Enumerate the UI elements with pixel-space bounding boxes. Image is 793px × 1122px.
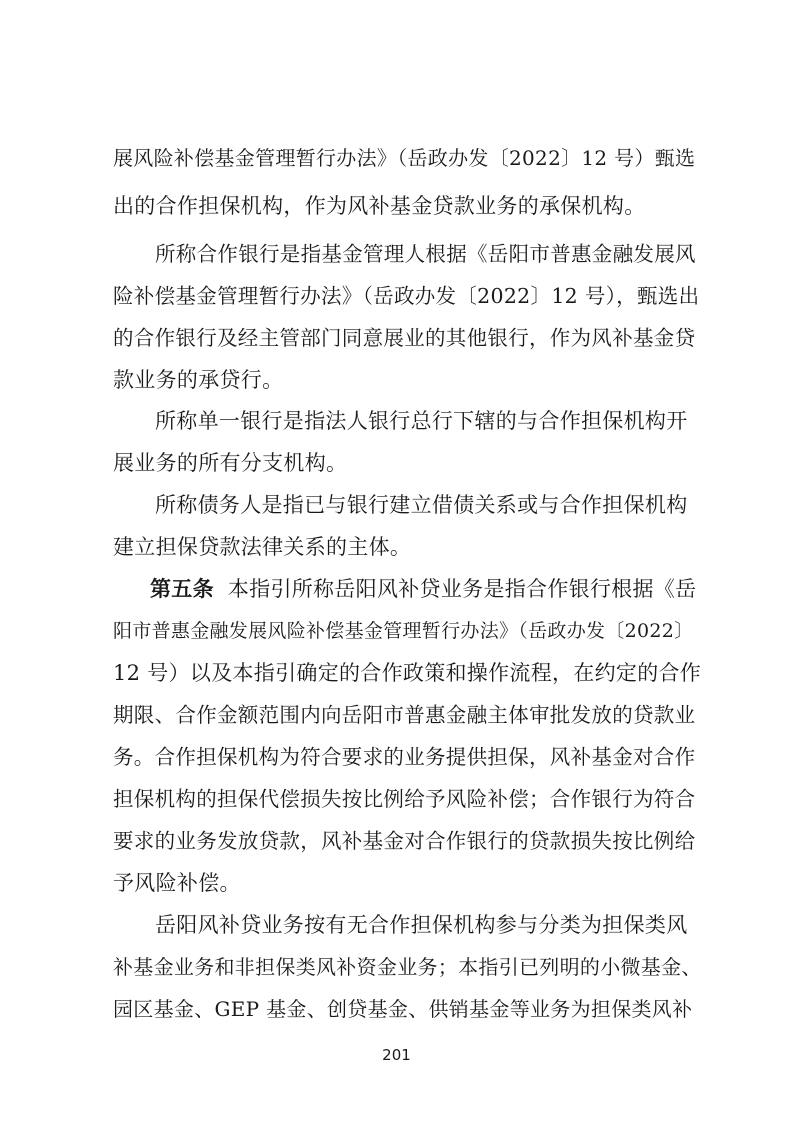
paragraph-start-line: 所称单一银行是指法人银行总行下辖的与合作担保机构开 <box>155 409 688 433</box>
text-line: 款业务的承贷行。 <box>113 368 284 392</box>
text-line: 展业务的所有分支机构。 <box>113 451 348 475</box>
article-five-line <box>150 574 703 604</box>
text-line: 补基金业务和非担保类风补资金业务；本指引已列明的小微基金、 <box>113 955 702 979</box>
article-heading: 第五条 <box>150 576 214 601</box>
text-line: 阳市普惠金融发展风险补偿基金管理暂行办法》（岳政办发〔2022〕 <box>113 620 694 642</box>
text-line: 期限、合作金额范围内向岳阳市普惠金融主体审批发放的贷款业 <box>113 703 696 727</box>
text-line: 园区基金、GEP 基金、创贷基金、供销基金等业务为担保类风补 <box>113 997 693 1021</box>
page-number: 201 <box>382 1046 411 1064</box>
article-text: 本指引所称岳阳风补贷业务是指合作银行根据《岳 <box>227 577 697 601</box>
text-line: 务。合作担保机构为符合要求的业务提供担保，风补基金对合作 <box>113 745 696 769</box>
text-line: 要求的业务发放贷款，风补基金对合作银行的贷款损失按比例给 <box>113 829 696 853</box>
text-line: 的合作银行及经主管部门同意展业的其他银行，作为风补基金贷 <box>113 326 696 350</box>
text-line: 予风险补偿。 <box>113 871 241 895</box>
paragraph-start-line: 岳阳风补贷业务按有无合作担保机构参与分类为担保类风 <box>155 913 688 937</box>
paragraph-start-line: 所称合作银行是指基金管理人根据《岳阳市普惠金融发展风 <box>155 242 696 266</box>
text-line: 建立担保贷款法律关系的主体。 <box>113 535 412 559</box>
text-line: 展风险补偿基金管理暂行办法》（岳政办发〔2022〕12 号）甄选 <box>113 146 696 170</box>
text-line: 出的合作担保机构，作为风补基金贷款业务的承保机构。 <box>113 194 646 218</box>
text-line: 担保机构的担保代偿损失按比例给予风险补偿；合作银行为符合 <box>113 787 696 811</box>
text-line: 12 号）以及本指引确定的合作政策和操作流程，在约定的合作 <box>113 661 702 685</box>
text-line: 险补偿基金管理暂行办法》（岳政办发〔2022〕12 号），甄选出 <box>113 284 700 308</box>
paragraph-start-line: 所称债务人是指已与银行建立借债关系或与合作担保机构 <box>155 493 688 517</box>
